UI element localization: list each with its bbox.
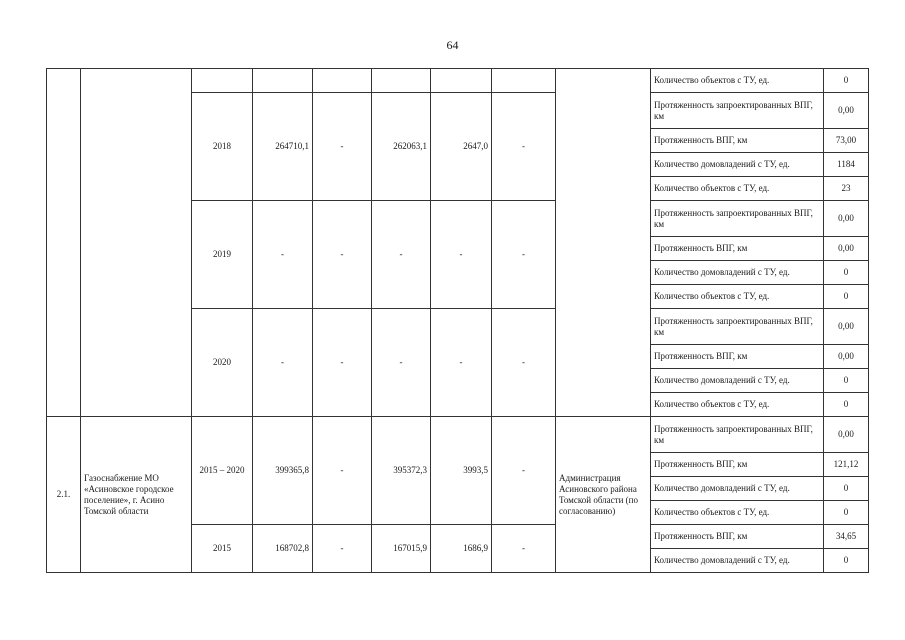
page-number: 64 — [446, 38, 459, 52]
indicator-label: Протяженность ВПГ, км — [651, 345, 824, 369]
regional-cell: 395372,3 — [372, 417, 431, 525]
total-cell: 264710,1 — [253, 93, 313, 201]
indicator-value: 0,00 — [824, 93, 869, 129]
local-cell: - — [431, 309, 492, 417]
local-cell — [431, 69, 492, 93]
local-cell: 3993,5 — [431, 417, 492, 525]
indicator-label: Протяженность ВПГ, км — [651, 129, 824, 153]
indicator-label: Протяженность запроектированных ВПГ, км — [651, 309, 824, 345]
indicator-value: 0 — [824, 501, 869, 525]
year-cell: 2015 — [192, 525, 253, 573]
indicator-label: Количество домовладений с ТУ, ед. — [651, 477, 824, 501]
year-cell: 2015 – 2020 — [192, 417, 253, 525]
regional-cell: 262063,1 — [372, 93, 431, 201]
executor-cell — [556, 69, 651, 417]
title-cell — [81, 69, 192, 417]
indicator-value: 0 — [824, 285, 869, 309]
indicator-value: 73,00 — [824, 129, 869, 153]
indicator-value: 121,12 — [824, 453, 869, 477]
indicator-label: Количество домовладений с ТУ, ед. — [651, 261, 824, 285]
indicator-value: 0 — [824, 69, 869, 93]
other-cell: - — [492, 93, 556, 201]
indicator-value: 0,00 — [824, 237, 869, 261]
indicator-label: Количество объектов с ТУ, ед. — [651, 69, 824, 93]
total-cell: - — [253, 201, 313, 309]
federal-cell: - — [313, 93, 372, 201]
other-cell — [492, 69, 556, 93]
year-cell — [192, 69, 253, 93]
indicator-label: Количество объектов с ТУ, ед. — [651, 501, 824, 525]
regional-cell: - — [372, 309, 431, 417]
indicator-value: 0,00 — [824, 201, 869, 237]
total-cell: 168702,8 — [253, 525, 313, 573]
indicator-label: Количество домовладений с ТУ, ед. — [651, 549, 824, 573]
table-row — [47, 69, 869, 93]
other-cell: - — [492, 525, 556, 573]
total-cell: 399365,8 — [253, 417, 313, 525]
program-table — [46, 68, 869, 573]
indicator-label: Протяженность ВПГ, км — [651, 525, 824, 549]
indicator-label: Количество объектов с ТУ, ед. — [651, 285, 824, 309]
indicator-value: 0,00 — [824, 345, 869, 369]
indicator-label: Протяженность ВПГ, км — [651, 453, 824, 477]
indicator-value: 0 — [824, 477, 869, 501]
indicator-value: 0 — [824, 369, 869, 393]
year-cell: 2020 — [192, 309, 253, 417]
local-cell: 1686,9 — [431, 525, 492, 573]
indicator-label: Протяженность ВПГ, км — [651, 237, 824, 261]
total-cell: - — [253, 309, 313, 417]
indicator-label: Количество объектов с ТУ, ед. — [651, 393, 824, 417]
indicator-value: 34,65 — [824, 525, 869, 549]
federal-cell: - — [313, 201, 372, 309]
year-cell: 2018 — [192, 93, 253, 201]
regional-cell: 167015,9 — [372, 525, 431, 573]
indicator-value: 0 — [824, 549, 869, 573]
local-cell: 2647,0 — [431, 93, 492, 201]
item-title: Газоснабжение МО «Асиновское городское поселение», г. Асино Томской области — [81, 417, 192, 573]
number-cell — [47, 69, 81, 417]
indicator-label: Протяженность запроектированных ВПГ, км — [651, 417, 824, 453]
year-cell: 2019 — [192, 201, 253, 309]
indicator-value: 1184 — [824, 153, 869, 177]
executor-cell: Администрация Асиновского района Томской области (по согласованию) — [556, 417, 651, 573]
other-cell: - — [492, 309, 556, 417]
federal-cell: - — [313, 309, 372, 417]
regional-cell: - — [372, 201, 431, 309]
indicator-value: 0,00 — [824, 309, 869, 345]
table-row — [47, 417, 869, 453]
federal-cell: - — [313, 417, 372, 525]
indicator-value: 23 — [824, 177, 869, 201]
indicator-label: Количество домовладений с ТУ, ед. — [651, 153, 824, 177]
regional-cell — [372, 69, 431, 93]
total-cell — [253, 69, 313, 93]
federal-cell: - — [313, 525, 372, 573]
indicator-label: Количество домовладений с ТУ, ед. — [651, 369, 824, 393]
indicator-value: 0 — [824, 393, 869, 417]
indicator-label: Протяженность запроектированных ВПГ, км — [651, 93, 824, 129]
indicator-label: Количество объектов с ТУ, ед. — [651, 177, 824, 201]
item-number: 2.1. — [47, 417, 81, 573]
federal-cell — [313, 69, 372, 93]
other-cell: - — [492, 201, 556, 309]
indicator-value: 0,00 — [824, 417, 869, 453]
indicator-label: Протяженность запроектированных ВПГ, км — [651, 201, 824, 237]
other-cell: - — [492, 417, 556, 525]
local-cell: - — [431, 201, 492, 309]
indicator-value: 0 — [824, 261, 869, 285]
